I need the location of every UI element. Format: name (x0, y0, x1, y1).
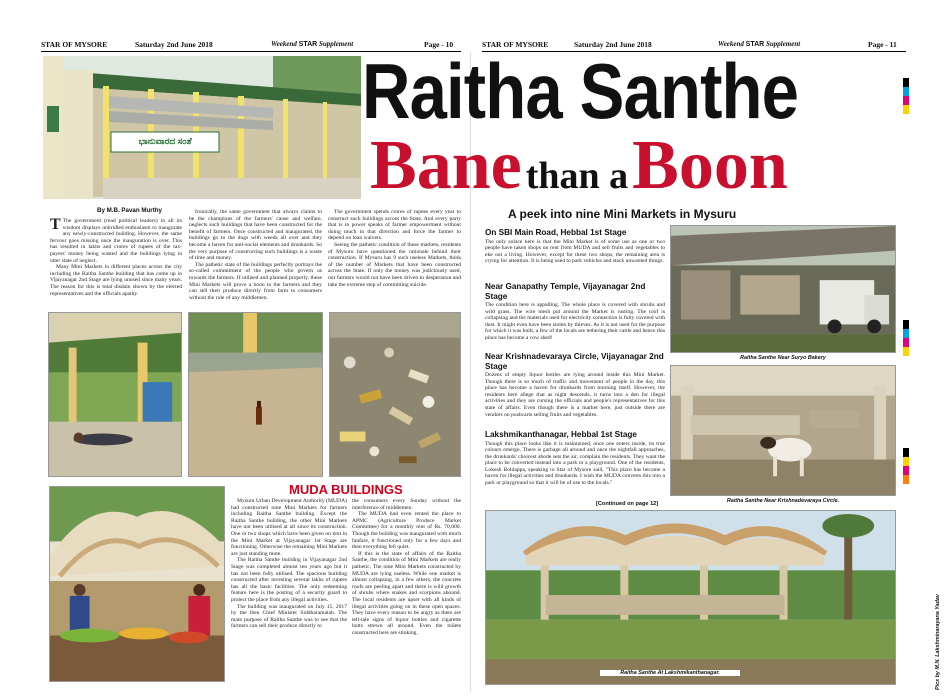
section-krishnadevaraya-circle (485, 352, 665, 424)
swatch-yellow (903, 457, 909, 466)
muda-paragraph: The MUDA had even rented the place to APMC (Agriculture Produce Market Committee) for a monthly rent of Rs. 70,000. Though the building was inaugurated with much fanfare, it functioned only for a few days and then everything fell quiet. (352, 511, 461, 551)
subheadline: A peek into nine Mini Markets in Mysuru (508, 207, 737, 221)
muda-column-1 (231, 498, 347, 683)
headline-secondary (370, 127, 900, 218)
swatch-yellow (903, 105, 909, 114)
section-body: The condition here is appalling. The whole place is covered with shrubs and wild grass. The wire mesh put around the Market is rusting. The roof is collapsing and the materials used for electricity connection is fully covered with dust. It might even have been stolen by thieves. As it is not used for the purpose for which it was built, a few of the locals are tethering their cattle and hence this place has become a cow shed! (485, 302, 665, 341)
muda-paragraph: If this is the state of affairs of the Raitha Santhe, the condition of Mini Markets are really pathetic. The nine Mini Markets constructed by MUDA are lying useless. While one market is almost collapsing, in a few others, the concrete roofs are peeling apart and there is wild growth of shrubs where snakes and scorpions abound. The local residents are upset with all kinds of illegal activities going on in these open spaces. They have every reason to be angry as there are tell-tale signs of liquor bottles and cigarette butts strewn all around. Even the toilets constructed here are stinking. (352, 550, 461, 636)
article-column-2 (189, 209, 322, 310)
man-sleeping-photo (48, 312, 182, 477)
muda-paragraph: Mysuru Urban Development Authority (MUDA) had constructed nine Mini Markets for farmers including Raitha Santhe building. Except the Raitha Santhe building, the other Mini Markets have not been utilised at all since its construction. One or two shops which have been given on rent in the Mini Market at Vijayanagar 1st Stage are functioning. Otherwise the remaining Mini Markets are just standing mute. (231, 498, 347, 557)
swatch-black (903, 78, 909, 87)
article-column-1 (50, 218, 182, 310)
lakshmikanthanagar-market-photo (485, 510, 896, 685)
krishnadevaraya-market-cow-photo (670, 365, 896, 496)
article-paragraph: Seeing the pathetic condition of these markets, residents of Mysuru have questioned the rationale behind their construction. If Mysuru has 9 such useless Markets, think of the number of Markets that have been constructed across the State. If only the money was judiciously used, our farmers would not have been driven to desperation and take the extreme step of committing suicide. (328, 241, 461, 288)
swatch-magenta (903, 466, 909, 475)
page-number: Page - 10 (424, 40, 454, 49)
page-number: Page - 11 (868, 40, 897, 49)
liquor-bottles-litter-photo (329, 312, 461, 477)
muda-paragraph: The building was inaugurated on July 15, 2017 by the then Chief Minister Siddharamaiah. The main purpose of Raitha Santhe was to see that the farmers can sell their produce directly to (231, 603, 347, 630)
swatch-orange (903, 475, 909, 484)
swatch-magenta (903, 96, 909, 105)
suryo-bakery-market-photo (670, 225, 896, 353)
issue-date: Saturday 2nd June 2018 (135, 40, 213, 49)
swatch-cyan (903, 87, 909, 96)
swatch-black (903, 448, 909, 457)
article-column-3 (328, 209, 461, 310)
supplement-label: Weekend STAR Supplement (271, 40, 354, 48)
section-heading: Lakshmikanthanagar, Hebbal 1st Stage (485, 430, 637, 439)
caption-suryo-bakery: Raitha Santhe Near Suryo Bakery (740, 355, 826, 361)
photo-credit: Pics by M.N. Lakshminarayana Yadav (935, 594, 941, 690)
swatch-black (903, 320, 909, 329)
paper-name: STAR OF MYSORE (482, 40, 549, 49)
headline-word-bane: Bane (370, 127, 522, 204)
section-ganapathy-temple (485, 282, 665, 342)
headline-main: Raitha Santhe (362, 47, 799, 135)
headline-word-than: than a (525, 155, 629, 197)
issue-date: Saturday 2nd June 2018 (574, 40, 652, 49)
muda-paragraph: The Raitha Santhe building in Vijayanagar 2nd Stage was completed almost ten years ago but it has not been fully utilised. The spacious building constructed after investing several lakhs of rupees has all the basic facilities. The only redeeming feature here is the posting of a security guard to protect the place from any illegal activities. (231, 557, 347, 603)
article-paragraph: Many Mini Markets in different places across the city including the Raitha Santhe building that has come up in Vijayanagar 2nd Stage are lying unused since many years. The reason for this is total disdain shown by the elected representatives and the officials apathy. (50, 264, 182, 297)
swatch-cyan (903, 329, 909, 338)
section-lakshmikanthanagar (485, 430, 665, 501)
section-heading: Near Ganapathy Temple, Vijayanagar 2nd Stage (485, 282, 646, 301)
headline-word-boon: Boon (632, 127, 788, 204)
section-heading: Near Krishnadevaraya Circle, Vijayanagar 2nd Stage (485, 352, 664, 371)
caption-lakshmikanthanagar: Raitha Santhe At Lakshmikanthanagar. (600, 670, 740, 676)
caption-krishnadevaraya-circle: Raitha Santhe Near Krishnadevaraya Circle. (726, 498, 840, 504)
market-signboard-text: ಭಾನುವಾರದ ಸಂತೆ (138, 136, 192, 146)
article-paragraph: Ironically, the same government that always claims to be the champions of the farmers' cause and welfare, neglects such buildings that have been constructed for the benefit of farmers. Once constructed and inaugurated, the buildings go to the dogs with weeds all over and they become a haven for anti-social elements and drunkards. So the very purpose of constructing such buildings is a waste of time and money. (189, 209, 322, 262)
empty-platform-bottle-photo (188, 312, 323, 477)
section-heading: On SBI Main Road, Hebbal 1st Stage (485, 228, 627, 237)
section-body: The only solace here is that the Mini Market is of some use as one or two people have taken shops on rent from MUDA and sell fruits and vegetables to eke out a living. However, except for these two shops, the remaining area is crying for attention. It is being used to park vehicles and stack unwanted things. (485, 238, 665, 265)
section-hebbal-sbi (485, 228, 665, 279)
article-paragraph: The pathetic state of the buildings perfectly portrays the so-called commitment of the people who govern us towards the farmers. If utilised and planned properly, these Mini Markets will prove a boon to the farmers and they can sell their produce directly from farm to consumers without the role of any middlemen. (189, 261, 322, 301)
continued-note: [Continued on page 12] (596, 501, 659, 507)
muda-section-title: MUDA BUILDINGS (289, 482, 403, 497)
muda-paragraph: the consumers every Sunday without the interference of middlemen. (352, 498, 461, 511)
article-paragraph: The government spends crores of rupees every year to construct such buildings across the State. And every party that is in power speaks of farmer empowerment without doing much in that direction and force the farmer to depend on loan waivers. (328, 209, 461, 242)
supplement-label: Weekend STAR Supplement (718, 40, 801, 48)
section-body: Dozens of empty liquor bottles are lying around inside this Mini Market. Though there is so much of traffic and movement of people in the day, this place has become a haven for drunkards from morning itself. However, the residents here allege that as night descends, it turns into a den for illegal activities and they are cursing the officials and people's representatives for this state of affairs. Even though there is a market here, just outside there are vendors on pushcarts selling fruits and vegetables. (485, 372, 665, 418)
byline: By M.B. Pavan Murthy (97, 207, 162, 214)
article-paragraph: T The government (read political leaders) in all its wisdom displays unbridled enthusiasm to inaugurate any newly-constructed building. However, the same fervour goes missing once the inauguration is over. This has resulted in lakhs and crores of rupees of the tax-payers' money being wasted and the buildings lying in utter state of neglect. (50, 218, 182, 264)
drop-cap: T (50, 218, 61, 233)
raitha-santhe-building-photo (43, 56, 361, 199)
paper-name: STAR OF MYSORE (41, 40, 108, 49)
muda-column-2 (352, 498, 461, 683)
fruit-vendors-photo (49, 486, 225, 682)
section-body: Though this place looks like it is maintained, once one enters inside, its true colours emerge. There is garbage all around and once the nightfall approaches, the drunkards' choicest abode sets the air, complain the residents. They want the place to be converted instead into a park or a playground. One of the residents, Lokesh Boldappa, speaking to Star of Mysore said, "This place has become a haven for illegal activities and drunkards. I wish the MUDA converts this into a park or playground so that it will be of use to the locals." (485, 440, 665, 487)
swatch-magenta (903, 338, 909, 347)
swatch-yellow (903, 347, 909, 356)
